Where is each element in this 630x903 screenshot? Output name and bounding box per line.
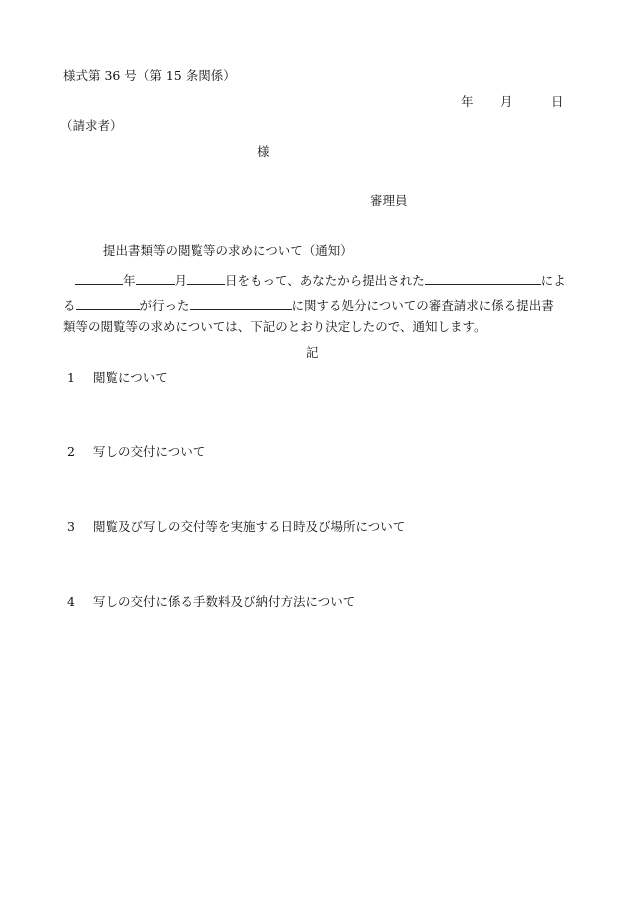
requester-label: （請求者） [60,118,123,133]
item-4 [63,596,355,609]
blank-disposition[interactable] [190,296,292,310]
item-text: 閲覧及び写しの交付等を実施する日時及び場所について [93,519,406,534]
item-number: 3 [67,519,75,534]
item-text: 閲覧について [93,370,168,385]
item-number: 4 [67,594,75,609]
date-month-label: 月 [500,94,513,109]
date-day-label: 日 [551,94,564,109]
item-text: 写しの交付について [93,444,206,459]
blank-day[interactable] [187,271,225,285]
item-3 [63,521,405,534]
ki-heading: 記 [306,345,319,360]
item-2 [63,446,205,459]
issuer-title: 審理員 [370,193,408,208]
blank-year[interactable] [75,271,123,285]
body-date-suffix: 日をもって、あなたから提出された [225,273,425,288]
item-number: 1 [67,370,75,385]
blank-month[interactable] [136,271,175,285]
item-text: 写しの交付に係る手数料及び納付方法について [93,594,356,609]
document-subject: 提出書類等の閲覧等の求めについて（通知） [103,243,353,258]
item-1 [63,372,168,385]
body-yoru: によ [540,273,566,288]
body-month: 月 [174,273,188,288]
body-line-2 [63,296,554,313]
honorific: 様 [257,144,270,159]
item-number: 2 [67,444,75,459]
body-ru: る [63,298,76,313]
body-line-3: 類等の閲覧等の求めについては、下記のとおり決定したので、通知します。 [63,319,487,334]
date-year-label: 年 [461,94,474,109]
body-kansuru: に関する処分についての審査請求に係る提出書 [291,298,554,313]
blank-submitted-document[interactable] [425,271,541,285]
body-line-1 [63,271,566,288]
body-ga-itta: が行った [139,298,190,313]
form-number: 様式第 36 号（第 15 条関係） [63,68,236,83]
body-year: 年 [123,273,136,288]
blank-agency[interactable] [76,296,140,310]
